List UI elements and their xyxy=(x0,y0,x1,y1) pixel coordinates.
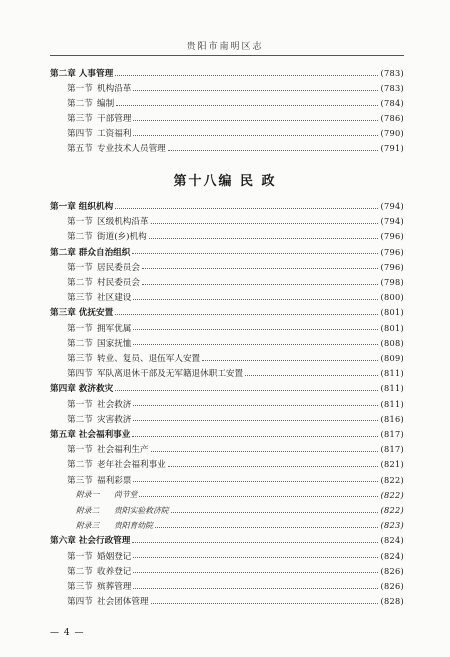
toc-entry-number: 第四节 xyxy=(67,369,93,380)
leader-dots xyxy=(171,512,379,513)
toc-entry-chapter xyxy=(50,427,404,441)
toc-entry-title: 转业、复员、退伍军人安置 xyxy=(97,354,201,364)
toc-entry-page: (801) xyxy=(380,307,404,318)
toc-entry-number: 第一节 xyxy=(67,445,93,456)
toc-entry-title: 社会福利生产 xyxy=(97,445,149,456)
toc-entry-section xyxy=(50,214,404,228)
toc-entry-title: 区级机构沿革 xyxy=(97,217,149,228)
toc-entry-page: (801) xyxy=(380,322,404,333)
toc-entry-section xyxy=(50,260,404,274)
toc-entry-label xyxy=(67,337,131,349)
toc-entry-label xyxy=(50,428,130,440)
toc-entry-label xyxy=(67,322,131,334)
leader-dots xyxy=(133,135,378,136)
toc-entry-page: (796) xyxy=(380,261,404,272)
toc-entry-title: 国家抚恤 xyxy=(97,338,132,349)
toc-entry-page: (824) xyxy=(380,550,404,561)
toc-entry-label xyxy=(67,443,149,455)
part-title: 第十八编 民 政 xyxy=(173,174,277,189)
leader-dots xyxy=(133,90,378,91)
toc-entry-page: (791) xyxy=(380,143,404,153)
toc-entry-title: 拥军优属 xyxy=(97,323,132,334)
toc-entry-number: 第三节 xyxy=(67,475,93,486)
toc-entry-number: 附录一 xyxy=(76,490,100,500)
toc-entry-title: 机构沿革 xyxy=(97,84,132,94)
leader-dots xyxy=(133,299,378,300)
toc-entry-title: 干部管理 xyxy=(97,114,132,124)
toc-entry-number: 第一节 xyxy=(67,262,93,273)
toc-entry-page: (798) xyxy=(380,277,404,287)
leader-dots xyxy=(132,542,378,543)
toc-entry-page: (811) xyxy=(380,398,404,409)
leader-dots xyxy=(132,436,378,437)
toc-entry-number: 第一章 xyxy=(50,202,76,212)
toc-entry-label xyxy=(50,67,113,79)
toc-entry-page: (783) xyxy=(380,68,404,78)
toc-entry-chapter xyxy=(50,245,404,259)
toc-entry-label xyxy=(67,367,243,379)
toc-entry-section xyxy=(50,473,404,487)
toc-entry-page: (817) xyxy=(380,444,404,455)
toc-entry-page: (783) xyxy=(380,83,404,93)
leader-dots xyxy=(149,238,379,239)
toc-entry-page: (800) xyxy=(380,292,404,303)
toc-entry-number: 第一节 xyxy=(67,551,93,562)
toc-entry-page: (826) xyxy=(380,565,404,576)
toc-entry-page: (824) xyxy=(380,535,404,546)
toc-entry-label xyxy=(67,352,200,364)
toc-entry-label xyxy=(67,565,131,577)
toc-entry-number: 附录三 xyxy=(76,520,100,530)
toc-entry-label xyxy=(67,580,131,592)
leader-dots xyxy=(155,527,378,528)
toc-entry-label xyxy=(67,82,131,94)
toc-entry-label xyxy=(67,291,131,303)
toc-entry-section xyxy=(50,321,404,335)
toc-entry-title: 社会团体管理 xyxy=(97,597,149,608)
toc-entry-label xyxy=(67,230,147,242)
toc-entry-number: 第三节 xyxy=(67,582,93,592)
toc-entry-section xyxy=(50,579,404,593)
toc-entry-number: 第一节 xyxy=(67,217,93,228)
toc-entry-label xyxy=(50,382,113,394)
toc-entry-number: 第二章 xyxy=(50,69,76,79)
toc-entry-number: 第三节 xyxy=(67,293,93,304)
toc-entry-number: 第四节 xyxy=(67,597,93,608)
page-number: — 4 — xyxy=(50,628,85,638)
toc-entry-page: (821) xyxy=(380,459,404,470)
toc-entry-page: (817) xyxy=(380,429,404,439)
toc-entry-title: 婚姻登记 xyxy=(97,551,132,562)
toc-entry-section xyxy=(50,111,404,125)
toc-entry-label xyxy=(50,246,130,258)
leader-dots xyxy=(115,208,378,209)
toc-entry-number: 第三节 xyxy=(67,114,93,124)
toc-entry-label xyxy=(67,261,140,273)
toc-entry-page: (822) xyxy=(380,474,404,485)
leader-dots xyxy=(133,572,378,573)
toc-entry-title: 编制 xyxy=(97,99,115,109)
toc-entry-label xyxy=(67,97,114,109)
leader-dots xyxy=(132,253,378,254)
toc-entry-page: (784) xyxy=(380,98,404,108)
toc-entry-number: 第二节 xyxy=(67,99,93,109)
leader-dots xyxy=(133,120,378,121)
toc-entry-title: 尚节堂 xyxy=(114,490,138,500)
toc-entry-label xyxy=(67,398,131,410)
toc-entry-page: (790) xyxy=(380,128,404,138)
toc-entry-section xyxy=(50,457,404,471)
toc-entry-section xyxy=(50,96,404,110)
leader-dots xyxy=(133,420,378,421)
leader-dots xyxy=(133,481,378,482)
toc-entry-page: (794) xyxy=(380,201,404,211)
toc-entry-number: 第二章 xyxy=(50,247,76,258)
leader-dots xyxy=(115,314,378,315)
toc-entry-number: 第一节 xyxy=(67,399,93,410)
toc-entry-number: 第一节 xyxy=(67,323,93,334)
toc-entry-page: (796) xyxy=(380,246,404,257)
toc-entry-chapter xyxy=(50,533,404,547)
leader-dots xyxy=(133,588,378,589)
toc-entry-page: (809) xyxy=(380,353,404,363)
toc-entry-page: (786) xyxy=(380,113,404,123)
toc-entry-section xyxy=(50,229,404,243)
toc-entry-appendix xyxy=(50,488,404,502)
toc-entry-number: 第二节 xyxy=(67,338,93,349)
toc-entry-section xyxy=(50,594,404,608)
toc-entry-page: (794) xyxy=(380,216,404,227)
toc-entry-section xyxy=(50,275,404,289)
toc-entry-page: (826) xyxy=(380,581,404,591)
leader-dots xyxy=(133,557,378,558)
toc-entry-title: 社区建设 xyxy=(97,293,132,304)
toc-entry-title: 社会行政管理 xyxy=(75,536,131,547)
toc-entry-title: 居民委员会 xyxy=(97,262,140,273)
toc-entry-label xyxy=(67,595,149,607)
toc-entry-number: 第六章 xyxy=(50,536,76,547)
toc-entry-label xyxy=(67,550,131,562)
toc-entry-label xyxy=(67,413,131,425)
toc-entry-label xyxy=(67,112,131,124)
toc-entry-number: 第二节 xyxy=(67,566,93,577)
toc-entry-title: 救济救灾 xyxy=(75,384,114,395)
leader-dots xyxy=(245,375,378,376)
toc-entry-label xyxy=(76,505,169,516)
leader-dots xyxy=(168,150,379,151)
toc-entry-chapter xyxy=(50,66,404,80)
toc-entry-label xyxy=(76,489,137,500)
toc-entry-title: 社会救济 xyxy=(97,399,132,410)
toc-entry-appendix xyxy=(50,503,404,517)
leader-dots xyxy=(133,329,378,330)
toc-entry-section xyxy=(50,397,404,411)
toc-entry-title: 贵阳育幼院 xyxy=(114,520,153,530)
toc-entry-title: 村民委员会 xyxy=(97,278,140,288)
toc-entry-title: 优抚安置 xyxy=(75,308,114,319)
toc-entry-section xyxy=(50,141,404,155)
toc-entry-title: 收养登记 xyxy=(97,566,132,577)
toc-entry-label xyxy=(50,200,113,212)
leader-dots xyxy=(168,466,379,467)
toc-entry-number: 第二节 xyxy=(67,278,93,288)
toc-entry-label xyxy=(50,534,130,546)
toc-entry-section xyxy=(50,126,404,140)
toc-entry-label xyxy=(67,215,149,227)
leader-dots xyxy=(115,390,378,391)
toc-entry-title: 群众自治组织 xyxy=(75,247,131,258)
toc-entry-number: 第四章 xyxy=(50,384,76,395)
leader-dots xyxy=(133,344,378,345)
toc-entry-title: 人事管理 xyxy=(75,69,114,79)
toc-entry-number: 第四节 xyxy=(67,129,93,139)
toc-entry-chapter xyxy=(50,199,404,213)
toc-entry-section xyxy=(50,412,404,426)
running-header: 贵阳市南明区志 xyxy=(186,42,264,52)
toc-entry-page: (811) xyxy=(380,368,404,379)
toc-entry-title: 工资福利 xyxy=(97,129,132,139)
toc-entry-title: 社会福利事业 xyxy=(75,430,131,440)
toc-entry-number: 第三章 xyxy=(50,308,76,319)
toc-entry-chapter xyxy=(50,305,404,319)
toc-entry-page: (796) xyxy=(380,231,404,242)
toc-entry-section xyxy=(50,336,404,350)
toc-entry-chapter xyxy=(50,381,404,395)
leader-dots xyxy=(116,105,378,106)
leader-dots xyxy=(133,405,378,406)
toc-entry-number: 第五节 xyxy=(67,144,93,154)
toc-entry-page: (828) xyxy=(380,596,404,607)
toc-entry-page: (808) xyxy=(380,337,404,348)
toc-entry-appendix xyxy=(50,518,404,532)
toc-entry-section xyxy=(50,81,404,95)
header-rule xyxy=(50,55,404,56)
toc-entry-title: 军队离退休干部及无军籍退休职工安置 xyxy=(97,369,244,380)
toc-entry-label xyxy=(76,520,153,531)
toc-entry-number: 第二节 xyxy=(67,460,93,471)
leader-dots xyxy=(139,496,378,497)
toc-entry-title: 组织机构 xyxy=(75,202,114,212)
toc-entry-title: 福利彩票 xyxy=(97,475,132,486)
toc-entry-number: 第三节 xyxy=(67,354,93,364)
toc-entry-label xyxy=(50,306,113,318)
leader-dots xyxy=(151,451,379,452)
toc-entry-page: (811) xyxy=(380,383,404,394)
toc-entry-page: (822) xyxy=(380,489,404,500)
leader-dots xyxy=(202,360,378,361)
toc-entry-label xyxy=(67,142,166,154)
toc-entry-title: 专业技术人员管理 xyxy=(97,144,166,154)
toc-entry-number: 第二节 xyxy=(67,232,93,243)
toc-entry-title: 贵阳实验救济院 xyxy=(114,505,169,515)
toc-entry-title: 灾害救济 xyxy=(97,414,132,425)
toc-entry-number: 第五章 xyxy=(50,430,76,440)
leader-dots xyxy=(151,603,379,604)
toc-entry-label xyxy=(67,276,140,288)
toc-entry-number: 第二节 xyxy=(67,414,93,425)
leader-dots xyxy=(115,75,378,76)
toc-entry-number: 第一节 xyxy=(67,84,93,94)
toc-entry-section xyxy=(50,366,404,380)
toc-entry-title: 街道(乡)机构 xyxy=(97,232,147,243)
toc-entry-section xyxy=(50,290,404,304)
toc-entry-label xyxy=(67,458,166,470)
toc-entry-page: (823) xyxy=(380,520,404,531)
toc-entry-label xyxy=(67,474,131,486)
toc-entry-section xyxy=(50,351,404,365)
toc-entry-section xyxy=(50,549,404,563)
toc-entry-section xyxy=(50,442,404,456)
toc-entry-page: (822) xyxy=(380,505,404,515)
leader-dots xyxy=(151,223,379,224)
toc-entry-title: 殡葬管理 xyxy=(97,582,132,592)
toc-entry-label xyxy=(67,127,131,139)
toc-entry-number: 附录二 xyxy=(76,505,100,515)
toc-entry-page: (816) xyxy=(380,413,404,424)
toc-entry-section xyxy=(50,564,404,578)
toc-entry-title: 老年社会福利事业 xyxy=(97,460,166,471)
leader-dots xyxy=(142,284,378,285)
leader-dots xyxy=(142,268,378,269)
